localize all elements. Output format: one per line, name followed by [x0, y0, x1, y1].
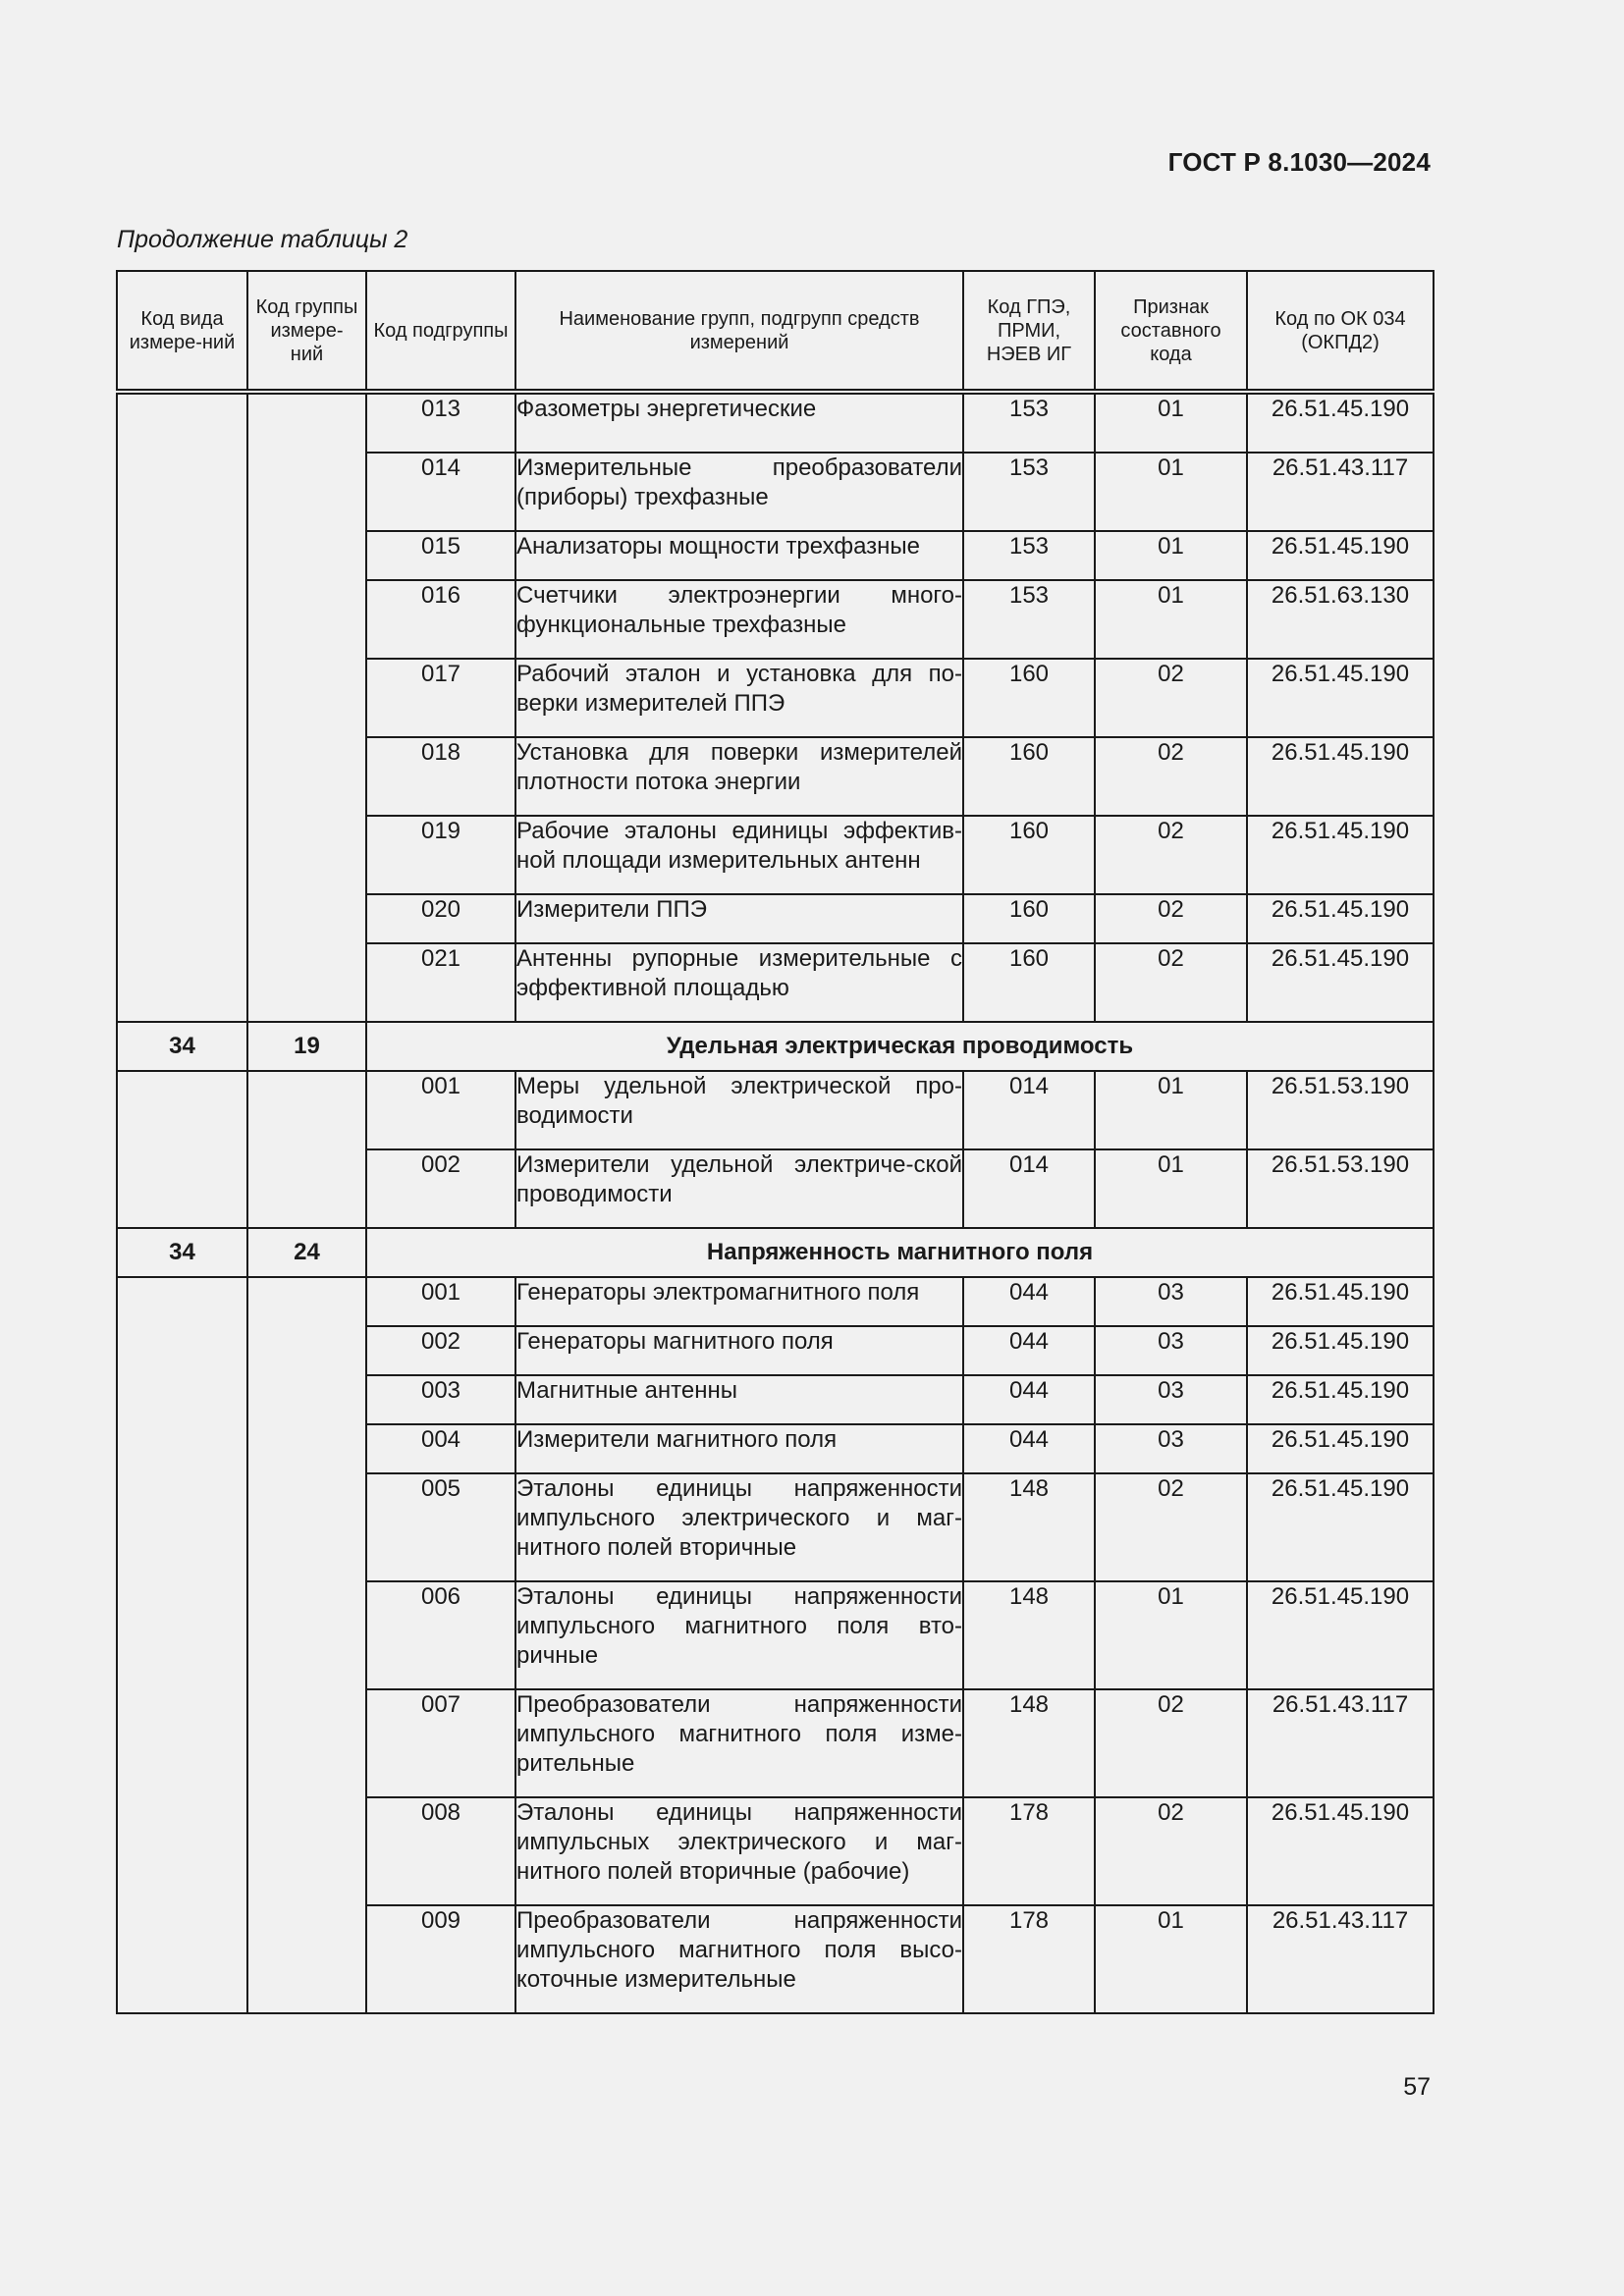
group-code: 24 [247, 1228, 366, 1277]
composite-sign: 01 [1095, 1581, 1247, 1689]
gpe-code: 044 [963, 1375, 1095, 1424]
item-name: Эталоны единицы напряженности импульсного магнитного поля вто-ричные [515, 1581, 963, 1689]
gpe-code: 148 [963, 1581, 1095, 1689]
item-name: Фазометры энергетические [515, 392, 963, 453]
kind-code-cell [117, 1071, 247, 1228]
okpd-code: 26.51.45.190 [1247, 1424, 1434, 1473]
composite-sign: 01 [1095, 453, 1247, 531]
col-header-kind-code: Код вида измере-ний [117, 271, 247, 392]
group-title: Удельная электрическая проводимость [366, 1022, 1434, 1071]
gpe-code: 160 [963, 894, 1095, 943]
gpe-code: 153 [963, 453, 1095, 531]
gpe-code: 160 [963, 737, 1095, 816]
kind-code-cell [117, 1277, 247, 2013]
composite-sign: 02 [1095, 1797, 1247, 1905]
composite-sign: 02 [1095, 943, 1247, 1022]
subgroup-code: 007 [366, 1689, 515, 1797]
classification-table [116, 270, 1435, 2014]
composite-sign: 01 [1095, 531, 1247, 580]
group-kind-code: 34 [117, 1228, 247, 1277]
gpe-code: 153 [963, 392, 1095, 453]
okpd-code: 26.51.43.117 [1247, 453, 1434, 531]
composite-sign: 03 [1095, 1326, 1247, 1375]
okpd-code: 26.51.45.190 [1247, 1473, 1434, 1581]
col-header-name: Наименование групп, подгрупп средств измерений [515, 271, 963, 392]
item-name: Магнитные антенны [515, 1375, 963, 1424]
okpd-code: 26.51.45.190 [1247, 943, 1434, 1022]
okpd-code: 26.51.43.117 [1247, 1905, 1434, 2013]
col-header-gpe-code: Код ГПЭ, ПРМИ, НЭЕВ ИГ [963, 271, 1095, 392]
subgroup-code: 001 [366, 1071, 515, 1149]
okpd-code: 26.51.45.190 [1247, 531, 1434, 580]
gpe-code: 014 [963, 1071, 1095, 1149]
gpe-code: 160 [963, 943, 1095, 1022]
table-row [117, 1277, 1434, 1326]
composite-sign: 01 [1095, 1149, 1247, 1228]
okpd-code: 26.51.45.190 [1247, 1326, 1434, 1375]
subgroup-code: 019 [366, 816, 515, 894]
subgroup-code: 004 [366, 1424, 515, 1473]
okpd-code: 26.51.45.190 [1247, 1375, 1434, 1424]
document-code: ГОСТ Р 8.1030—2024 [1167, 147, 1431, 177]
table-caption: Продолжение таблицы 2 [117, 226, 408, 253]
group-code: 19 [247, 1022, 366, 1071]
composite-sign: 02 [1095, 1689, 1247, 1797]
composite-sign: 01 [1095, 1905, 1247, 2013]
gpe-code: 153 [963, 580, 1095, 659]
okpd-code: 26.51.63.130 [1247, 580, 1434, 659]
composite-sign: 03 [1095, 1424, 1247, 1473]
gpe-code: 153 [963, 531, 1095, 580]
okpd-code: 26.51.45.190 [1247, 659, 1434, 737]
item-name: Рабочий эталон и установка для по-верки измерителей ППЭ [515, 659, 963, 737]
subgroup-code: 001 [366, 1277, 515, 1326]
composite-sign: 01 [1095, 1071, 1247, 1149]
subgroup-code: 018 [366, 737, 515, 816]
table-row [117, 1071, 1434, 1149]
table-header-row [117, 271, 1434, 392]
gpe-code: 178 [963, 1905, 1095, 2013]
gpe-code: 160 [963, 816, 1095, 894]
okpd-code: 26.51.45.190 [1247, 1797, 1434, 1905]
gpe-code: 178 [963, 1797, 1095, 1905]
group-code-cell [247, 1277, 366, 2013]
composite-sign: 02 [1095, 1473, 1247, 1581]
gpe-code: 148 [963, 1473, 1095, 1581]
composite-sign: 02 [1095, 737, 1247, 816]
subgroup-code: 013 [366, 392, 515, 453]
composite-sign: 02 [1095, 816, 1247, 894]
gpe-code: 044 [963, 1277, 1095, 1326]
gpe-code: 014 [963, 1149, 1095, 1228]
col-header-subgroup-code: Код подгруппы [366, 271, 515, 392]
subgroup-code: 017 [366, 659, 515, 737]
gpe-code: 044 [963, 1326, 1095, 1375]
item-name: Эталоны единицы напряженности импульсных электрического и маг-нитного полей вторичные (рабочие) [515, 1797, 963, 1905]
col-header-group-code: Код группы измере-ний [247, 271, 366, 392]
group-header-row [117, 1022, 1434, 1071]
item-name: Преобразователи напряженности импульсного магнитного поля высо-коточные измерительные [515, 1905, 963, 2013]
composite-sign: 03 [1095, 1277, 1247, 1326]
gpe-code: 160 [963, 659, 1095, 737]
okpd-code: 26.51.45.190 [1247, 1277, 1434, 1326]
okpd-code: 26.51.45.190 [1247, 894, 1434, 943]
kind-code-cell [117, 392, 247, 1022]
okpd-code: 26.51.43.117 [1247, 1689, 1434, 1797]
subgroup-code: 009 [366, 1905, 515, 2013]
composite-sign: 02 [1095, 894, 1247, 943]
composite-sign: 03 [1095, 1375, 1247, 1424]
item-name: Анализаторы мощности трехфазные [515, 531, 963, 580]
group-title: Напряженность магнитного поля [366, 1228, 1434, 1277]
item-name: Рабочие эталоны единицы эффектив-ной площади измерительных антенн [515, 816, 963, 894]
okpd-code: 26.51.53.190 [1247, 1149, 1434, 1228]
item-name: Измерители удельной электриче-ской проводимости [515, 1149, 963, 1228]
okpd-code: 26.51.53.190 [1247, 1071, 1434, 1149]
subgroup-code: 003 [366, 1375, 515, 1424]
composite-sign: 01 [1095, 392, 1247, 453]
okpd-code: 26.51.45.190 [1247, 1581, 1434, 1689]
subgroup-code: 020 [366, 894, 515, 943]
item-name: Преобразователи напряженности импульсного магнитного поля изме-рительные [515, 1689, 963, 1797]
item-name: Генераторы электромагнитного поля [515, 1277, 963, 1326]
item-name: Меры удельной электрической про-водимости [515, 1071, 963, 1149]
subgroup-code: 016 [366, 580, 515, 659]
subgroup-code: 006 [366, 1581, 515, 1689]
item-name: Счетчики электроэнергии много-функциональные трехфазные [515, 580, 963, 659]
okpd-code: 26.51.45.190 [1247, 392, 1434, 453]
item-name: Антенны рупорные измерительные с эффективной площадью [515, 943, 963, 1022]
subgroup-code: 002 [366, 1149, 515, 1228]
subgroup-code: 008 [366, 1797, 515, 1905]
subgroup-code: 015 [366, 531, 515, 580]
group-header-row [117, 1228, 1434, 1277]
item-name: Эталоны единицы напряженности импульсного электрического и маг-нитного полей вторичные [515, 1473, 963, 1581]
item-name: Измерительные преобразователи (приборы) трехфазные [515, 453, 963, 531]
composite-sign: 01 [1095, 580, 1247, 659]
okpd-code: 26.51.45.190 [1247, 737, 1434, 816]
gpe-code: 044 [963, 1424, 1095, 1473]
subgroup-code: 005 [366, 1473, 515, 1581]
subgroup-code: 021 [366, 943, 515, 1022]
group-code-cell [247, 1071, 366, 1228]
item-name: Измерители ППЭ [515, 894, 963, 943]
okpd-code: 26.51.45.190 [1247, 816, 1434, 894]
gpe-code: 148 [963, 1689, 1095, 1797]
subgroup-code: 002 [366, 1326, 515, 1375]
item-name: Измерители магнитного поля [515, 1424, 963, 1473]
composite-sign: 02 [1095, 659, 1247, 737]
col-header-okpd-code: Код по ОК 034 (ОКПД2) [1247, 271, 1434, 392]
item-name: Генераторы магнитного поля [515, 1326, 963, 1375]
group-code-cell [247, 392, 366, 1022]
item-name: Установка для поверки измерителей плотности потока энергии [515, 737, 963, 816]
table-row [117, 392, 1434, 453]
group-kind-code: 34 [117, 1022, 247, 1071]
col-header-composite-sign: Признак составного кода [1095, 271, 1247, 392]
page-number: 57 [1403, 2073, 1431, 2101]
subgroup-code: 014 [366, 453, 515, 531]
